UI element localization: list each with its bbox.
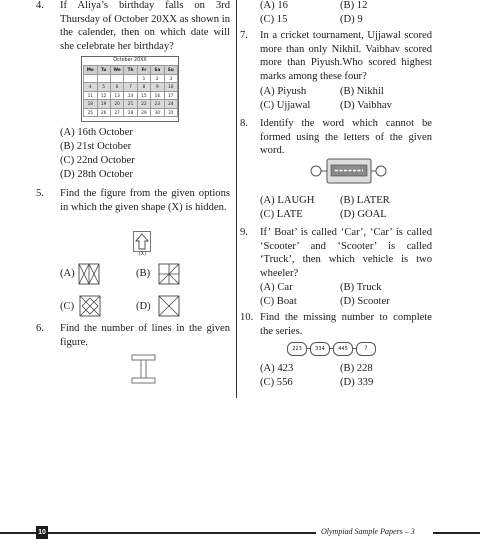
calendar-grid [83,65,178,117]
option-c[interactable]: (C) 22nd October [60,155,135,166]
calendar-header: Su [164,66,177,75]
question-number: 4. [36,0,44,11]
calendar-cell: 7 [124,83,137,92]
option-a[interactable]: (A) Car [260,282,293,293]
calendar-cell [124,74,137,83]
calendar-cell: 6 [110,83,124,92]
calendar-cell: 15 [137,91,150,100]
calendar-header: Sa [151,66,164,75]
series-box: 223 [287,342,307,356]
calendar-cell: 22 [137,100,150,109]
figure-d[interactable] [158,295,180,317]
question-text: Find the missing number to complete the series. [260,312,432,337]
option-a[interactable]: (A) Piyush [260,86,307,97]
calendar-cell: 12 [97,91,110,100]
given-word-figure [309,157,389,185]
question-number: 5. [36,188,44,199]
question-text: In a cricket tournament, Ujjawal scored more than only Nikhil. Vaibhav scored more than Piyush.Who scored highest marks among these four? [260,30,432,82]
question-number: 6. [36,323,44,334]
question-number: 9. [240,227,248,238]
option-c[interactable]: (C) 15 [260,14,288,25]
calendar-cell: 25 [84,108,98,117]
series-box: ? [356,342,376,356]
option-b-label[interactable]: (B) [136,268,151,279]
footer-rule-middle [48,532,316,534]
option-a[interactable]: (A) LAUGH [260,195,315,206]
calendar-header: Fr [137,66,150,75]
calendar-cell: 14 [124,91,137,100]
option-b[interactable]: (B) LATER [340,195,390,206]
series-figure [287,342,377,356]
calendar-cell: 11 [84,91,98,100]
option-c[interactable]: (C) LATE [260,209,303,220]
option-a-label[interactable]: (A) [60,268,75,279]
question-number: 8. [240,118,248,129]
question-text: Find the figure from the given options in which the given shape (X) is hidden. [60,188,230,213]
calendar-title: October 20XX [113,58,147,63]
calendar-cell: 4 [84,83,98,92]
calendar-cell [110,74,124,83]
calendar-cell: 23 [151,100,164,109]
option-d-label[interactable]: (D) [136,301,151,312]
page-number: 10 [36,526,48,539]
question-text: Find the number of lines in the given figure. [60,323,230,348]
question-text: If Aliya’s birthday falls on 3rd Thursday of October 20XX as shown in the calender, then on which date will she celebrate her birthday? [60,0,230,52]
option-b[interactable]: (B) Truck [340,282,382,293]
footer-title: Olympiad Sample Papers – 3 [321,527,415,536]
calendar-cell: 16 [151,91,164,100]
calendar-cell [97,74,110,83]
calendar-figure [81,56,179,122]
calendar-cell: 24 [164,100,177,109]
question-number: 7. [240,30,248,41]
option-c[interactable]: (C) 556 [260,377,293,388]
footer-rule-right [433,532,480,534]
calendar-cell: 27 [110,108,124,117]
option-b[interactable]: (B) 21st October [60,141,132,152]
option-a[interactable]: (A) 16th October [60,127,133,138]
i-beam-figure [131,354,157,386]
calendar-cell: 3 [164,74,177,83]
calendar-cell: 9 [151,83,164,92]
option-a[interactable]: (A) 423 [260,363,294,374]
option-c[interactable]: (C) Ujjawal [260,100,311,111]
calendar-cell: 29 [137,108,150,117]
option-c-label[interactable]: (C) [60,301,75,312]
shape-x-label: (X) [139,252,146,257]
question-number: 10. [240,312,254,323]
calendar-cell: 17 [164,91,177,100]
option-d[interactable]: (D) GOAL [340,209,387,220]
option-b[interactable]: (B) 228 [340,363,373,374]
calendar-cell: 26 [97,108,110,117]
calendar-cell: 20 [110,100,124,109]
calendar-cell [84,74,98,83]
calendar-header: Tu [97,66,110,75]
option-d[interactable]: (D) 9 [340,14,363,25]
series-box: 334 [310,342,330,356]
option-d[interactable]: (D) 28th October [60,169,133,180]
series-box: 445 [333,342,353,356]
calendar-cell: 5 [97,83,110,92]
calendar-cell: 30 [151,108,164,117]
footer-rule-left [0,532,36,534]
calendar-cell: 31 [164,108,177,117]
option-d[interactable]: (D) Scooter [340,296,390,307]
option-b[interactable]: (B) 12 [340,0,368,11]
calendar-cell: 13 [110,91,124,100]
calendar-header: Mo [84,66,98,75]
figure-b[interactable] [158,263,180,285]
option-a[interactable]: (A) 16 [260,0,288,11]
calendar-cell: 18 [84,100,98,109]
column-divider [236,0,237,398]
calendar-cell: 2 [151,74,164,83]
option-b[interactable]: (B) Nikhil [340,86,384,97]
question-text: If’ Boat’ is called ‘Car’, ‘Car’ is called ‘Scooter’ and ‘Scooter’ is called ‘Truck’, then which vehicle is two wheeler? [260,227,432,279]
calendar-header: Th [124,66,137,75]
calendar-cell: 10 [164,83,177,92]
option-c[interactable]: (C) Boat [260,296,297,307]
calendar-header: We [110,66,124,75]
figure-a[interactable] [78,263,100,285]
question-text: Identify the word which cannot be formed using the letters of the given word. [260,118,432,157]
figure-c[interactable] [79,295,101,317]
calendar-cell: 19 [97,100,110,109]
calendar-cell: 21 [124,100,137,109]
option-d[interactable]: (D) 339 [340,377,374,388]
calendar-cell: 1 [137,74,150,83]
calendar-cell: 8 [137,83,150,92]
option-d[interactable]: (D) Vaibhav [340,100,392,111]
calendar-cell: 28 [124,108,137,117]
